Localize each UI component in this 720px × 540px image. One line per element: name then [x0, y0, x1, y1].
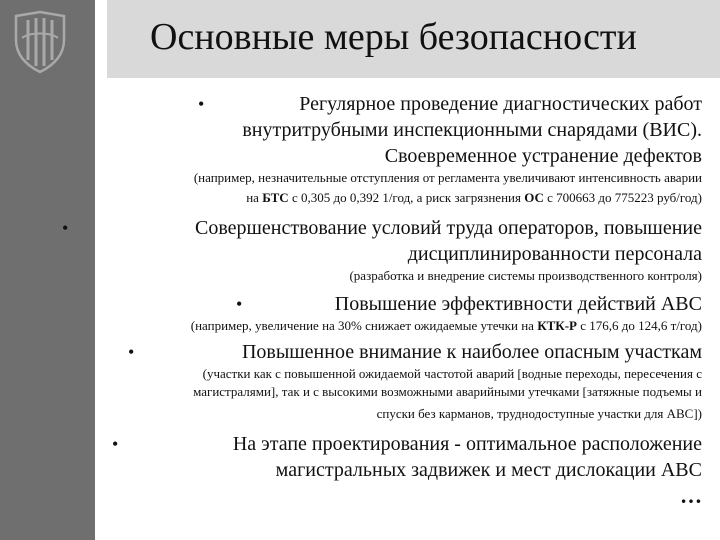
item2-line2: дисциплинированности персонала [407, 243, 702, 265]
left-sidebar [0, 0, 95, 540]
item5-line2: магистральных задвижек и мест дислокации АВС [275, 459, 702, 481]
bullet: • [128, 342, 135, 362]
bullet: • [236, 294, 243, 314]
item1-note-line1: (например, незначительные отступления от регламента увеличивают интенсивность аварии [193, 170, 702, 185]
item3-note-line1: (например, увеличение на 30% снижает ожидаемые утечки на КТК-Р с 176,6 до 124,6 т/год) [190, 318, 702, 333]
shield-emblem-icon [12, 10, 68, 74]
slide-title: Основные меры безопасности [150, 16, 637, 58]
ellipsis: … [680, 483, 702, 508]
item5-line1: На этапе проектирования - оптимальное расположение [232, 433, 702, 455]
item4-note-line1: (участки как с повышенной ожидаемой частотой аварий [водные переходы, пересечения с [202, 366, 702, 381]
item4-line1: Повышенное внимание к наиболее опасным участкам [241, 341, 702, 363]
item1-note-line2: на БТС с 0,305 до 0,392 1/год, а риск загрязнения ОС с 700663 до 775223 руб/год) [246, 190, 702, 205]
item4-note-line3: спуски без карманов, труднодоступные участки для АВС]) [376, 406, 702, 421]
bullet: • [112, 434, 119, 454]
item1-line1: Регулярное проведение диагностических работ [299, 93, 702, 115]
item1-line3: Своевременное устранение дефектов [384, 145, 702, 167]
bullet: • [198, 94, 205, 114]
item2-line1: Совершенствование условий труда операторов, повышение [194, 217, 702, 239]
item1-line2: внутритрубными инспекционными снарядами (ВИС). [242, 119, 702, 141]
bullet: • [62, 218, 69, 238]
item3-line1: Повышение эффективности действий АВС [334, 293, 702, 315]
item2-note-line1: (разработка и внедрение системы производственного контроля) [349, 268, 702, 283]
item4-note-line2: магистралями], так и с высокими возможными аварийными утечками [затяжные подъемы и [193, 384, 702, 399]
